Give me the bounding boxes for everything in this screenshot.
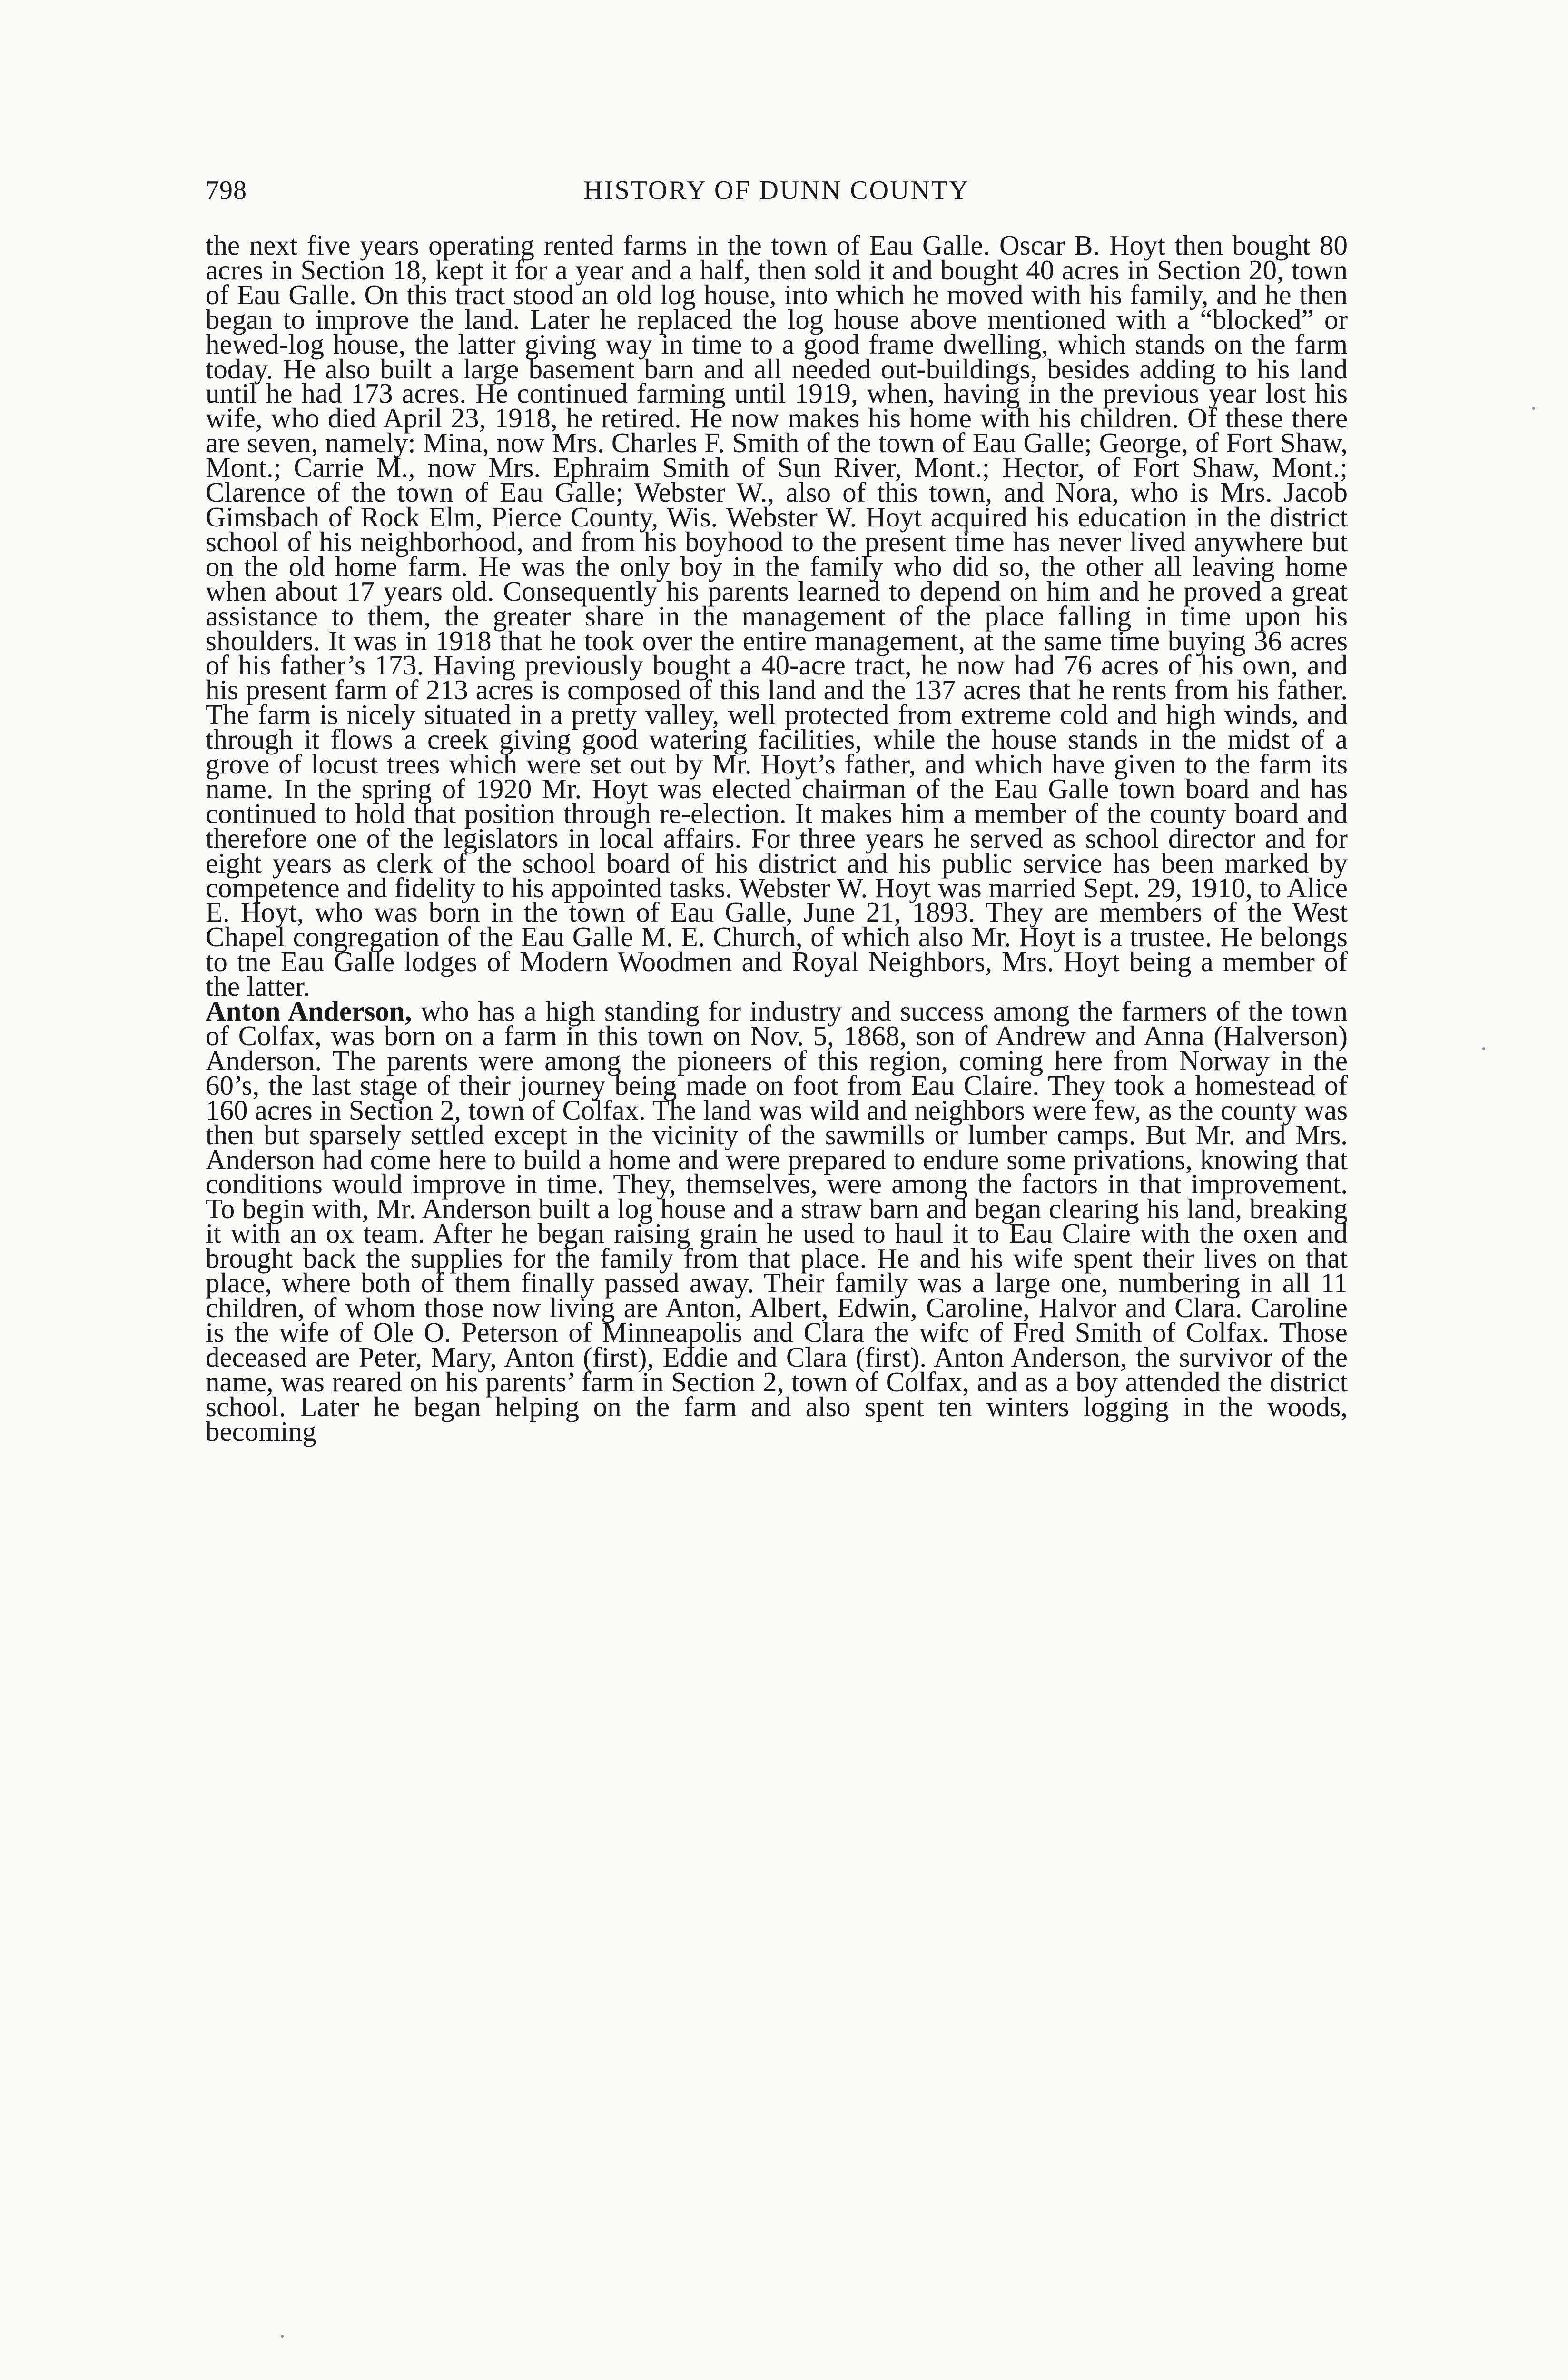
page-header	[206, 175, 1348, 218]
paper-speck	[1482, 1047, 1485, 1050]
running-title: HISTORY OF DUNN COUNTY	[583, 176, 970, 205]
paragraph-text: who has a high standing for industry and success among the farmers of the town of Colfax, was born on a farm in this town on Nov. 5, 1868, son of Andrew and Anna (Halverson) Anderson. The parents were among the pioneers of this region, coming here from Norway in the 60’s, the last stage of their journey being made on foot from Eau Claire. They took a homestead of 160 acres in Section 2, town of Colfax. The land was wild and neighbors were few, as the county was then but sparsely settled except in the vicinity of the sawmills or lumber camps. But Mr. and Mrs. Anderson had come here to build a home and were prepared to endure some privations, knowing that conditions would improve in time. They, themselves, were among the factors in that improvement. To begin with, Mr. Anderson built a log house and a straw barn and began clearing his land, breaking it with an ox team. After he began raising grain he used to haul it to Eau Claire with the oxen and brought back the supplies for the family from that place. He and his wife spent their lives on that place, where both of them finally passed away. Their family was a large one, numbering in all 11 children, of whom those now living are Anton, Albert, Edwin, Caroline, Halvor and Clara. Caroline is the wife of Ole O. Peterson of Minneapolis and Clara the wifc of Fred Smith of Colfax. Those deceased are Peter, Mary, Anton (first), Eddie and Clara (first). Anton Anderson, the survivor of the name, was reared on his parents’ farm in Section 2, town of Colfax, and as a boy attended the district school. Later he began helping on the farm and also spent ten winters logging in the woods, becoming	[206, 995, 1348, 1447]
body-text	[206, 229, 1348, 1447]
paragraph-hoyt	[206, 229, 1348, 1002]
paper-speck	[281, 2335, 284, 2338]
paragraph-text: the next five years operating rented farms in the town of Eau Galle. Oscar B. Hoyt then bought 80 acres in Section 18, kept it for a year and a half, then sold it and bought 40 acres in Section 20, town of Eau Galle. On this tract stood an old log house, into which he moved with his family, and he then began to improve the land. Later he replaced the log house above mentioned with a “blocked” or hewed-log house, the latter giving way in time to a good frame dwelling, which stands on the farm today. He also built a large basement barn and all needed out-buildings, besides adding to his land until he had 173 acres. He continued farming until 1919, when, having in the previous year lost his wife, who died April 23, 1918, he retired. He now makes his home with his children. Of these there are seven, namely: Mina, now Mrs. Charles F. Smith of the town of Eau Galle; George, of Fort Shaw, Mont.; Carrie M., now Mrs. Ephraim Smith of Sun River, Mont.; Hector, of Fort Shaw, Mont.; Clarence of the town of Eau Galle; Webster W., also of this town, and Nora, who is Mrs. Jacob Gimsbach of Rock Elm, Pierce County, Wis. Webster W. Hoyt acquired his education in the district school of his neighborhood, and from his boyhood to the present time has never lived anywhere but on the old home farm. He was the only boy in the family who did so, the other all leaving home when about 17 years old. Consequently his parents learned to depend on him and he proved a great assistance to them, the greater share in the management of the place falling in time upon his shoulders. It was in 1918 that he took over the entire management, at the same time buying 36 acres of his father’s 173. Having previously bought a 40-acre tract, he now had 76 acres of his own, and his present farm of 213 acres is composed of this land and the 137 acres that he rents from his father. The farm is nicely situated in a pretty valley, well protected from extreme cold and high winds, and through it flows a creek giving good watering facilities, while the house stands in the midst of a grove of locust trees which were set out by Mr. Hoyt’s father, and which have given to the farm its name. In the spring of 1920 Mr. Hoyt was elected chairman of the Eau Galle town board and has continued to hold that position through re-election. It makes him a member of the county board and therefore one of the legislators in local affairs. For three years he served as school director and for eight years as clerk of the school board of his district and his public service has been marked by competence and fidelity to his appointed tasks. Webster W. Hoyt was married Sept. 29, 1910, to Alice E. Hoyt, who was born in the town of Eau Galle, June 21, 1893. They are members of the West Chapel congregation of the Eau Galle M. E. Church, of which also Mr. Hoyt is a trustee. He belongs to tne Eau Galle lodges of Modern Woodmen and Royal Neighbors, Mrs. Hoyt being a member of the latter.	[206, 229, 1348, 1002]
paper-speck	[1532, 407, 1535, 410]
page-number: 798	[206, 176, 247, 205]
paragraph-lead-name: Anton Anderson,	[206, 995, 412, 1027]
paragraph-anderson	[206, 995, 1348, 1447]
